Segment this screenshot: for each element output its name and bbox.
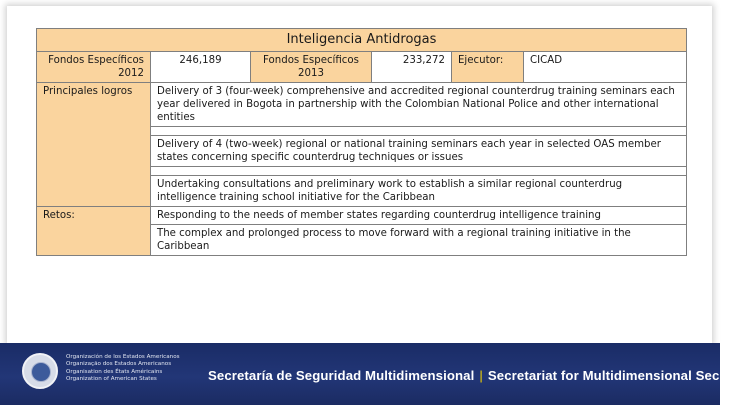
funds-2012-label: Fondos Específicos 2012 xyxy=(37,52,151,83)
executor-value: CICAD xyxy=(524,52,687,83)
achievements-label: Principales logros xyxy=(37,83,151,207)
org-name-es: Organización de los Estados Americanos xyxy=(66,354,180,360)
funds-2013-label: Fondos Específicos 2013 xyxy=(251,52,372,83)
seal-globe-icon xyxy=(31,362,51,382)
spacer-cell xyxy=(151,167,687,176)
funds-row xyxy=(37,52,687,83)
funds-2012-value: 246,189 xyxy=(151,52,251,83)
achievement-item: Delivery of 3 (four-week) comprehensive and accredited regional counterdrug training seminars each year delivered in Bogota in partnership with the Colombian National Police and other international entities xyxy=(151,83,687,127)
title-row xyxy=(37,29,687,52)
table-title: Inteligencia Antidrogas xyxy=(37,29,687,52)
org-names-block xyxy=(66,354,180,384)
program-summary-table xyxy=(36,28,687,256)
challenges-label: Retos: xyxy=(37,207,151,256)
funds-2013-value: 233,272 xyxy=(372,52,452,83)
org-name-en: Organization of American States xyxy=(66,376,157,383)
achievement-row xyxy=(37,83,687,127)
challenge-item: The complex and prolonged process to move forward with a regional training initiative in the Caribbean xyxy=(151,225,687,256)
executor-label: Ejecutor: xyxy=(452,52,524,83)
achievement-item: Undertaking consultations and preliminary work to establish a similar regional counterdrug intelligence training school initiative for the Caribbean xyxy=(151,176,687,207)
challenge-item: Responding to the needs of member states regarding counterdrug intelligence training xyxy=(151,207,687,225)
secretariat-title-es: Secretaría de Seguridad Multidimensional xyxy=(208,368,475,383)
oas-seal-icon xyxy=(22,353,58,389)
spacer-cell xyxy=(151,127,687,136)
challenge-row xyxy=(37,207,687,225)
title-separator: | xyxy=(479,368,483,383)
org-name-fr: Organisation des États Américains xyxy=(66,368,163,375)
achievement-item: Delivery of 4 (two-week) regional or national training seminars each year in selected OAS member states concerning specific counterdrug techniques or issues xyxy=(151,136,687,167)
secretariat-title xyxy=(208,368,748,383)
org-name-pt: Organização dos Estados Americanos xyxy=(66,361,172,368)
secretariat-title-en: Secretariat for Multidimensional Security xyxy=(487,368,748,383)
footer-banner xyxy=(0,343,748,405)
